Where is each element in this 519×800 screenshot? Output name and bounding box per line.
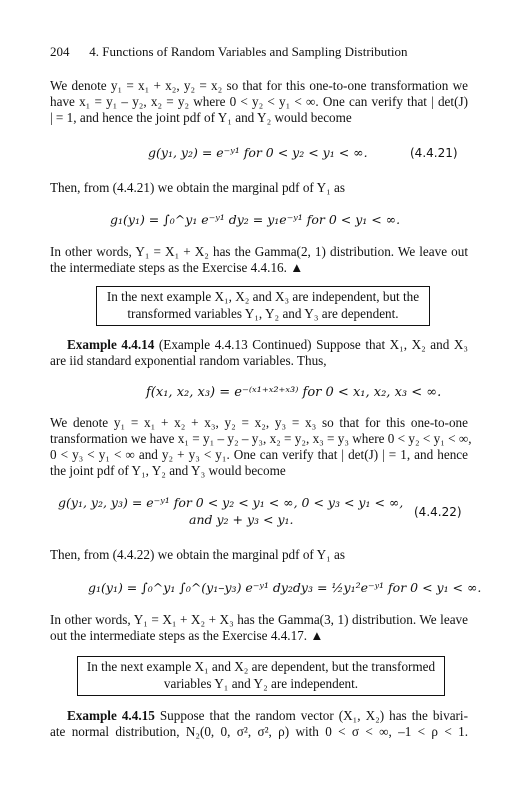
example-4-4-14-line-2: are iid standard exponential random variables. Thus,	[50, 353, 327, 368]
para5-line: Then, from (4.4.22) we obtain the marginal pdf of Y₁ as	[50, 547, 346, 562]
remark-box-line-2: transformed variables Y₁, Y₂ and Y₃ are dependent.	[127, 306, 399, 321]
equation-marginal-y1-gamma3: g₁(y₁) = ∫₀^y₁ ∫₀^(y₁–y₃) e⁻ʸ¹ dy₂dy₃ = ½y₁²e⁻ʸ¹ for 0 < y₁ < ∞.	[88, 580, 482, 595]
equation-4-4-21: g(y₁, y₂) = e⁻ʸ¹ for 0 < y₂ < y₁ < ∞.	[148, 145, 368, 160]
equation-4-4-22-line-2: and y₂ + y₃ < y₁.	[189, 512, 294, 527]
equation-4-4-22-line-1: g(y₁, y₂, y₃) = e⁻ʸ¹ for 0 < y₂ < y₁ < ∞, 0 < y₃ < y₁ < ∞,	[58, 495, 404, 510]
para6-line-2: out the intermediate steps as the Exercise 4.4.17. ▲	[50, 628, 324, 643]
equation-marginal-y1-gamma2: g₁(y₁) = ∫₀^y₁ e⁻ʸ¹ dy₂ = y₁e⁻ʸ¹ for 0 < y₁ < ∞.	[110, 212, 401, 227]
equation-number-4-4-21: (4.4.21)	[410, 146, 458, 160]
para1-line-1: We denote y₁ = x₁ + x₂, y₂ = x₂ so that for this one-to-one transformation we	[50, 78, 468, 93]
remark-box-dependent-independent	[77, 656, 445, 696]
para4-line-4: the joint pdf of Y₁, Y₂ and Y₃ would become	[50, 463, 286, 478]
page-number: 204	[50, 44, 70, 59]
para1-line-2: have x₁ = y₁ – y₂, x₂ = y₂ where 0 < y₂ < y₁ < ∞. One can verify that | det(J)	[50, 94, 468, 109]
running-header	[50, 44, 468, 60]
remark-box-independent-dependent	[96, 286, 430, 326]
example-4-4-15-line-1	[67, 708, 468, 724]
para2-line: Then, from (4.4.21) we obtain the marginal pdf of Y₁ as	[50, 180, 346, 195]
remark-box-line-1: In the next example X₁, X₂ and X₃ are independent, but the	[106, 289, 420, 304]
example-4-4-14-label: Example 4.4.14	[67, 337, 155, 352]
para4-line-2: transformation we have x₁ = y₁ – y₂ – y₃, x₂ = y₂, x₃ = y₃ where 0 < y₂ < y₁ < ∞,	[50, 431, 472, 446]
remark-box-line-2: variables Y₁ and Y₂ are independent.	[163, 676, 359, 691]
para4-line-1: We denote y₁ = x₁ + x₂ + x₃, y₂ = x₂, y₃ = x₃ so that for this one-to-one	[50, 415, 468, 430]
example-4-4-15-line-2: ate normal distribution, N₂(0, 0, σ², σ², ρ) with 0 < σ < ∞, –1 < ρ < 1.	[50, 724, 468, 739]
example-4-4-14-text: (Example 4.4.13 Continued) Suppose that X₁, X₂ and X₃	[154, 337, 468, 352]
example-4-4-15-text: Suppose that the random vector (X₁, X₂) has the bivari-	[154, 708, 468, 723]
para6-line-1: In other words, Y₁ = X₁ + X₂ + X₃ has the Gamma(3, 1) distribution. We leave	[50, 612, 468, 627]
para3-line-1: In other words, Y₁ = X₁ + X₂ has the Gamma(2, 1) distribution. We leave out	[50, 244, 468, 259]
remark-box-line-1: In the next example X₁ and X₂ are dependent, but the transformed	[86, 659, 436, 674]
para1-line-3: | = 1, and hence the joint pdf of Y₁ and Y₂ would become	[50, 110, 352, 125]
example-4-4-15-label: Example 4.4.15	[67, 708, 155, 723]
example-4-4-14-line-1	[67, 337, 468, 353]
equation-number-4-4-22: (4.4.22)	[414, 505, 462, 519]
para4-line-3: 0 < y₃ < y₁ < ∞ and y₂ + y₃ < y₁. One can verify that | det(J) | = 1, and hence	[50, 447, 468, 462]
running-title: 4. Functions of Random Variables and Sampling Distribution	[89, 44, 408, 59]
para3-line-2: the intermediate steps as the Exercise 4.4.16. ▲	[50, 260, 304, 275]
equation-joint-pdf-x: f(x₁, x₂, x₃) = e⁻⁽ˣ¹⁺ˣ²⁺ˣ³⁾ for 0 < x₁, x₂, x₃ < ∞.	[146, 385, 442, 400]
